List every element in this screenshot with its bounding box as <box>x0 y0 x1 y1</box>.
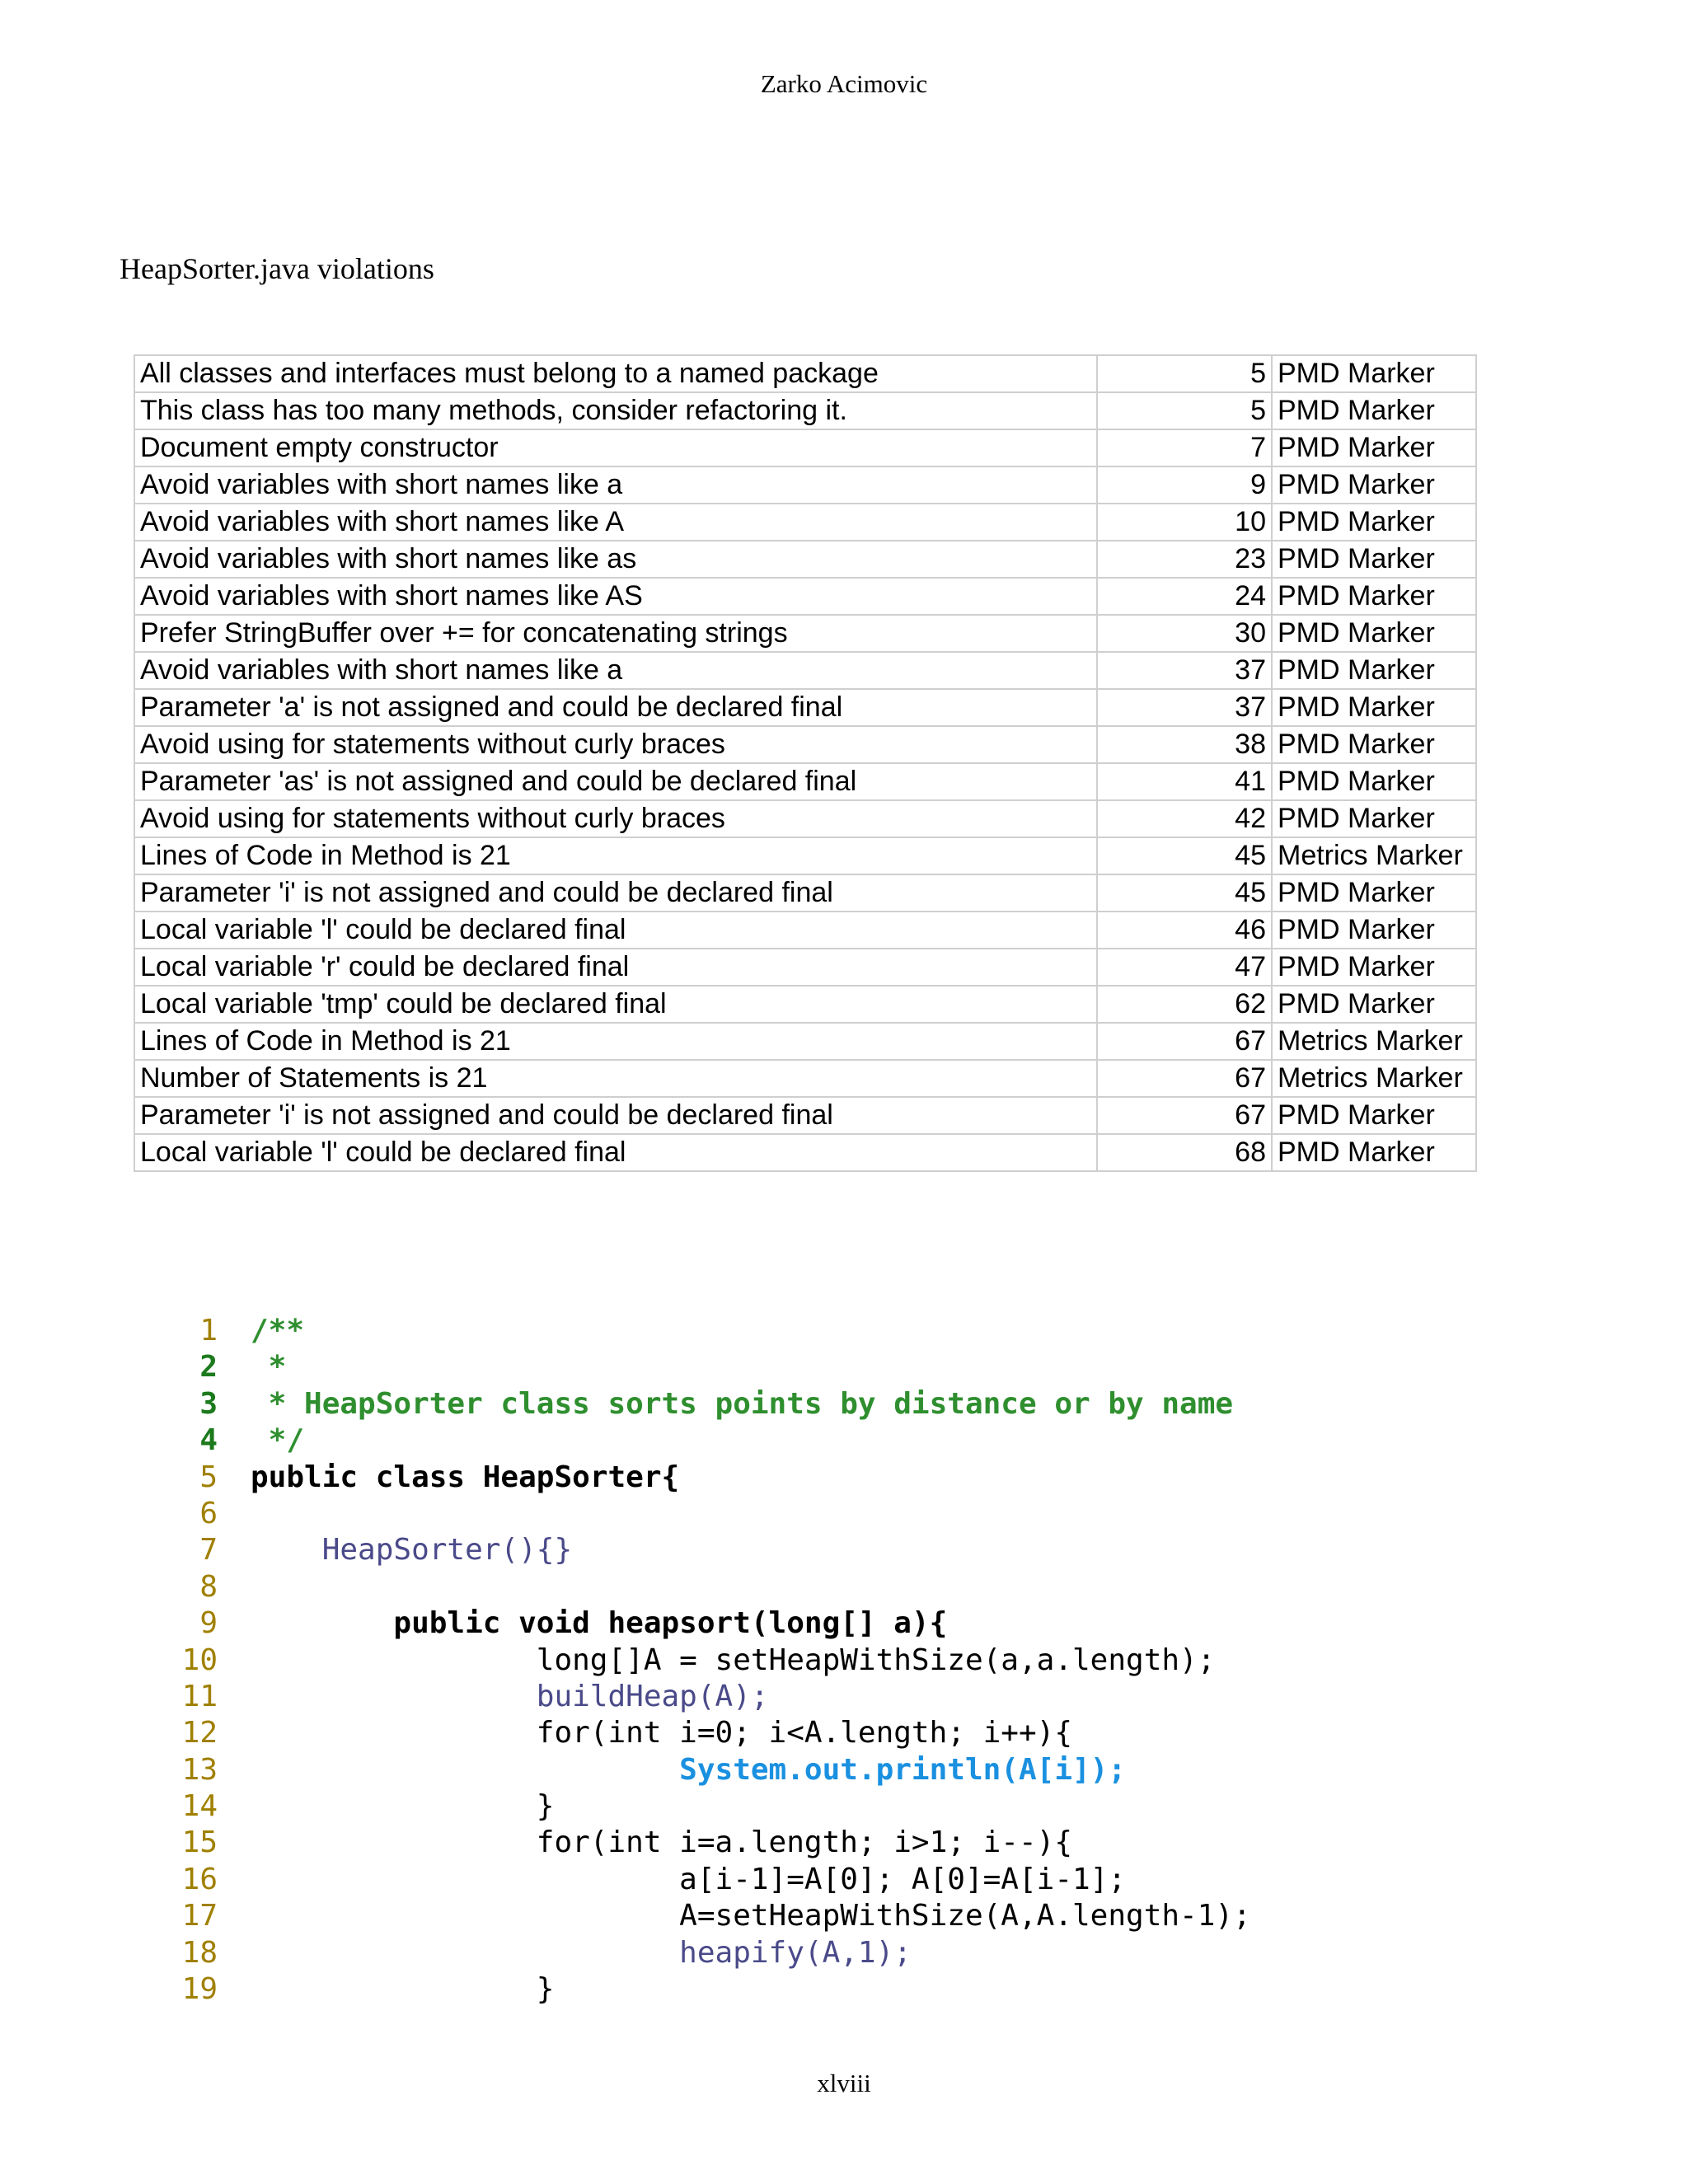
line-number: 3 <box>199 1386 218 1421</box>
violation-type: PMD Marker <box>1272 986 1476 1023</box>
code-line <box>148 1605 1251 1642</box>
violation-message: Prefer StringBuffer over += for concatenating strings <box>134 615 1097 652</box>
line-number: 2 <box>199 1350 218 1385</box>
code-text: } <box>251 1789 555 1824</box>
violation-message: Avoid variables with short names like a <box>134 466 1097 504</box>
violation-row <box>134 1134 1476 1171</box>
line-number: 7 <box>199 1533 218 1568</box>
violation-line: 10 <box>1097 504 1272 541</box>
violation-type: PMD Marker <box>1272 652 1476 689</box>
code-line <box>148 1898 1251 1934</box>
code-line <box>148 1643 1251 1679</box>
violation-row <box>134 874 1476 912</box>
code-line <box>148 1532 1251 1568</box>
code-line <box>148 1788 1251 1825</box>
violation-type: PMD Marker <box>1272 689 1476 726</box>
violation-message: Local variable 'l' could be declared final <box>134 912 1097 949</box>
code-text: */ <box>251 1423 305 1458</box>
code-line <box>148 1862 1251 1898</box>
violation-row <box>134 837 1476 874</box>
violation-line: 41 <box>1097 763 1272 800</box>
violation-row <box>134 763 1476 800</box>
code-line <box>148 1971 1251 2008</box>
violation-line: 47 <box>1097 949 1272 986</box>
violation-row <box>134 392 1476 429</box>
violation-message: Local variable 'tmp' could be declared final <box>134 986 1097 1023</box>
code-text: buildHeap(A); <box>251 1679 769 1713</box>
violation-row <box>134 986 1476 1023</box>
violation-message: Lines of Code in Method is 21 <box>134 1023 1097 1060</box>
code-text: a[i-1]=A[0]; A[0]=A[i-1]; <box>251 1862 1127 1896</box>
violation-type: PMD Marker <box>1272 726 1476 763</box>
code-text: /** <box>251 1314 305 1347</box>
violation-type: Metrics Marker <box>1272 1060 1476 1097</box>
violation-line: 67 <box>1097 1060 1272 1097</box>
violation-row <box>134 355 1476 392</box>
violations-table <box>134 354 1477 1172</box>
violation-message: This class has too many methods, consider refactoring it. <box>134 392 1097 429</box>
violation-type: PMD Marker <box>1272 1134 1476 1171</box>
violation-line: 67 <box>1097 1097 1272 1134</box>
violation-message: Parameter 'as' is not assigned and could be declared final <box>134 763 1097 800</box>
violation-line: 24 <box>1097 578 1272 615</box>
code-text: } <box>251 1972 555 2007</box>
violation-line: 68 <box>1097 1134 1272 1171</box>
line-number: 1 <box>199 1314 218 1347</box>
violation-row <box>134 652 1476 689</box>
violation-row <box>134 1097 1476 1134</box>
violation-line: 30 <box>1097 615 1272 652</box>
code-listing <box>148 1313 1251 2008</box>
violations-table-body <box>134 355 1476 1171</box>
violation-row <box>134 689 1476 726</box>
violation-line: 5 <box>1097 355 1272 392</box>
violation-type: PMD Marker <box>1272 912 1476 949</box>
violation-type: PMD Marker <box>1272 541 1476 578</box>
line-number: 5 <box>199 1460 218 1494</box>
code-line <box>148 1386 1251 1422</box>
violation-row <box>134 726 1476 763</box>
code-line <box>148 1569 1251 1605</box>
violation-line: 5 <box>1097 392 1272 429</box>
code-text: * HeapSorter class sorts points by distance or by name <box>251 1386 1234 1421</box>
violation-type: PMD Marker <box>1272 355 1476 392</box>
violation-type: PMD Marker <box>1272 466 1476 504</box>
code-text: * <box>251 1350 287 1385</box>
violation-row <box>134 949 1476 986</box>
code-text: for(int i=a.length; i>1; i--){ <box>251 1825 1072 1860</box>
violation-type: Metrics Marker <box>1272 837 1476 874</box>
code-text: System.out.println(A[i]); <box>251 1752 1127 1787</box>
page-number: xlviii <box>817 2069 871 2097</box>
line-number: 14 <box>181 1789 218 1824</box>
line-number: 17 <box>181 1899 218 1933</box>
violation-line: 45 <box>1097 837 1272 874</box>
code-text: public void heapsort(long[] a){ <box>251 1606 948 1641</box>
violation-line: 7 <box>1097 429 1272 466</box>
violation-message: Avoid variables with short names like a <box>134 652 1097 689</box>
violation-line: 23 <box>1097 541 1272 578</box>
code-text: HeapSorter(){} <box>251 1533 573 1568</box>
violation-line: 38 <box>1097 726 1272 763</box>
violation-type: PMD Marker <box>1272 949 1476 986</box>
violation-row <box>134 429 1476 466</box>
violation-type: PMD Marker <box>1272 800 1476 837</box>
code-line <box>148 1679 1251 1715</box>
violation-message: Avoid variables with short names like AS <box>134 578 1097 615</box>
violation-type: PMD Marker <box>1272 429 1476 466</box>
violation-message: Local variable 'l' could be declared final <box>134 1134 1097 1171</box>
violation-type: PMD Marker <box>1272 504 1476 541</box>
violation-message: Local variable 'r' could be declared final <box>134 949 1097 986</box>
violation-type: PMD Marker <box>1272 874 1476 912</box>
section-title: HeapSorter.java violations <box>120 252 434 285</box>
violation-row <box>134 615 1476 652</box>
violation-row <box>134 466 1476 504</box>
line-number: 13 <box>181 1752 218 1787</box>
violation-type: PMD Marker <box>1272 1097 1476 1134</box>
violation-message: Parameter 'a' is not assigned and could be declared final <box>134 689 1097 726</box>
violation-type: PMD Marker <box>1272 392 1476 429</box>
violation-message: Avoid using for statements without curly braces <box>134 726 1097 763</box>
violation-row <box>134 541 1476 578</box>
violation-line: 37 <box>1097 652 1272 689</box>
violation-message: Parameter 'i' is not assigned and could be declared final <box>134 874 1097 912</box>
violation-message: All classes and interfaces must belong to a named package <box>134 355 1097 392</box>
code-line <box>148 1460 1251 1496</box>
violation-row <box>134 1023 1476 1060</box>
violation-row <box>134 1060 1476 1097</box>
violation-line: 45 <box>1097 874 1272 912</box>
code-line <box>148 1752 1251 1788</box>
violation-line: 42 <box>1097 800 1272 837</box>
violation-message: Avoid variables with short names like as <box>134 541 1097 578</box>
violation-message: Avoid using for statements without curly braces <box>134 800 1097 837</box>
violation-type: Metrics Marker <box>1272 1023 1476 1060</box>
code-line <box>148 1422 1251 1459</box>
code-line <box>148 1496 1251 1532</box>
line-number: 15 <box>181 1825 218 1860</box>
violation-message: Lines of Code in Method is 21 <box>134 837 1097 874</box>
line-number: 19 <box>181 1972 218 2007</box>
violation-row <box>134 504 1476 541</box>
code-line <box>148 1715 1251 1751</box>
code-text: for(int i=0; i<A.length; i++){ <box>251 1716 1072 1750</box>
code-line <box>148 1349 1251 1385</box>
code-line <box>148 1313 1251 1349</box>
line-number: 12 <box>181 1716 218 1750</box>
code-text: A=setHeapWithSize(A,A.length-1); <box>251 1899 1251 1933</box>
violation-row <box>134 912 1476 949</box>
violation-message: Number of Statements is 21 <box>134 1060 1097 1097</box>
code-text: public class HeapSorter{ <box>251 1460 680 1494</box>
violation-type: PMD Marker <box>1272 615 1476 652</box>
violation-line: 46 <box>1097 912 1272 949</box>
violation-message: Document empty constructor <box>134 429 1097 466</box>
violation-type: PMD Marker <box>1272 763 1476 800</box>
violation-line: 9 <box>1097 466 1272 504</box>
code-text: long[]A = setHeapWithSize(a,a.length); <box>251 1643 1216 1677</box>
line-number: 10 <box>181 1643 218 1677</box>
code-text: heapify(A,1); <box>251 1935 912 1970</box>
violation-row <box>134 578 1476 615</box>
violation-line: 67 <box>1097 1023 1272 1060</box>
line-number: 18 <box>181 1935 218 1970</box>
violation-line: 62 <box>1097 986 1272 1023</box>
code-line <box>148 1935 1251 1971</box>
violation-row <box>134 800 1476 837</box>
code-line <box>148 1825 1251 1861</box>
line-number: 11 <box>181 1679 218 1713</box>
line-number: 6 <box>199 1496 218 1530</box>
line-number: 4 <box>199 1423 218 1458</box>
violation-line: 37 <box>1097 689 1272 726</box>
line-number: 16 <box>181 1862 218 1896</box>
line-number: 9 <box>199 1606 218 1641</box>
line-number: 8 <box>199 1569 218 1604</box>
violation-message: Avoid variables with short names like A <box>134 504 1097 541</box>
violation-type: PMD Marker <box>1272 578 1476 615</box>
violation-message: Parameter 'i' is not assigned and could be declared final <box>134 1097 1097 1134</box>
page-header-author: Zarko Acimovic <box>760 69 928 98</box>
